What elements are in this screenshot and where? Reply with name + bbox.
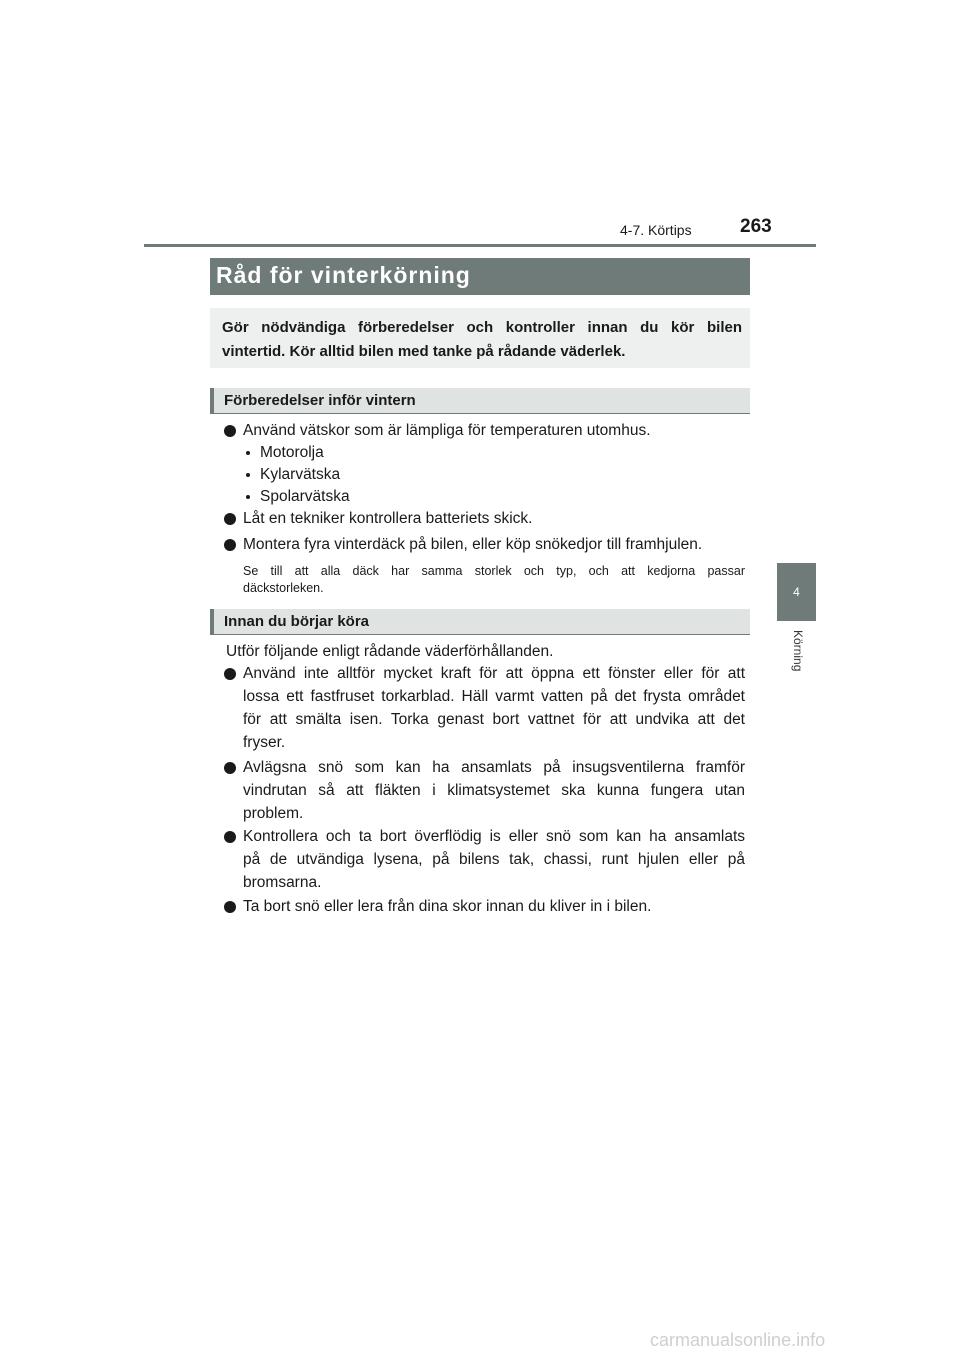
- dot-icon: [246, 495, 250, 499]
- sub-list-item: Motorolja: [260, 444, 324, 461]
- bullet-icon: [224, 831, 236, 843]
- list-item-line: vindrutan så att fläkten i klimatsystemet ska kunna fungera utan: [243, 782, 745, 799]
- lead-text: Utför följande enligt rådande väderförhållanden.: [226, 643, 554, 660]
- header-divider: [144, 244, 816, 247]
- list-item-line: på de utvändiga lysena, på bilens tak, chassi, runt hjulen eller på: [243, 851, 745, 868]
- list-item-line: problem.: [243, 805, 304, 822]
- section-heading-preparations: [210, 388, 750, 414]
- sub-list-item: Spolarvätska: [260, 488, 350, 505]
- list-item-line: lossa ett fastfruset torkarblad. Häll varmt vatten på det frysta området: [243, 688, 745, 705]
- list-item: Montera fyra vinterdäck på bilen, eller köp snökedjor till framhjulen.: [243, 536, 703, 553]
- list-item-line: Avlägsna snö som kan ha ansamlats på insugsventilerna framför: [243, 759, 745, 776]
- chapter-tab: 4: [777, 563, 816, 621]
- bullet-icon: [224, 762, 236, 774]
- watermark: carmanualsonline.info: [650, 1330, 826, 1350]
- section-heading-text: Förberedelser inför vintern: [224, 392, 416, 409]
- list-item: Låt en tekniker kontrollera batteriets skick.: [243, 510, 533, 527]
- bullet-icon: [224, 513, 236, 525]
- bullet-icon: [224, 539, 236, 551]
- list-item-line: för att smälta isen. Torka genast bort vattnet för att undvika att det: [243, 711, 745, 728]
- intro-box: [210, 308, 750, 368]
- section-label: 4-7. Körtips: [620, 222, 692, 238]
- page-number: 263: [740, 216, 772, 237]
- list-item-line: bromsarna.: [243, 874, 322, 891]
- section-heading-text: Innan du börjar köra: [224, 613, 370, 630]
- section-heading-before-driving: [210, 609, 750, 635]
- dot-icon: [246, 451, 250, 455]
- intro-text: Gör nödvändiga förberedelser och kontroller innan du kör bilen vintertid. Kör alltid bilen med tanke på rådande väderlek.: [222, 319, 742, 360]
- list-item: Använd vätskor som är lämpliga för temperaturen utomhus.: [243, 422, 651, 439]
- chapter-name: Körning: [791, 630, 805, 672]
- bullet-icon: [224, 668, 236, 680]
- list-item-line: Kontrollera och ta bort överflödig is eller snö som kan ha ansamlats: [243, 828, 745, 845]
- list-item-line: fryser.: [243, 734, 286, 751]
- bullet-icon: [224, 425, 236, 437]
- sub-list-item: Kylarvätska: [260, 466, 341, 483]
- page-title: Råd för vinterkörning: [216, 262, 471, 288]
- note-text: däckstorleken.: [243, 581, 324, 595]
- note-text: Se till att alla däck har samma storlek och typ, och att kedjorna passar: [243, 564, 745, 578]
- list-item-line: Använd inte alltför mycket kraft för att öppna ett fönster eller för att: [243, 665, 745, 682]
- page-title-bar: [210, 258, 750, 295]
- list-item-line: Ta bort snö eller lera från dina skor innan du kliver in i bilen.: [243, 898, 652, 915]
- dot-icon: [246, 473, 250, 477]
- bullet-icon: [224, 901, 236, 913]
